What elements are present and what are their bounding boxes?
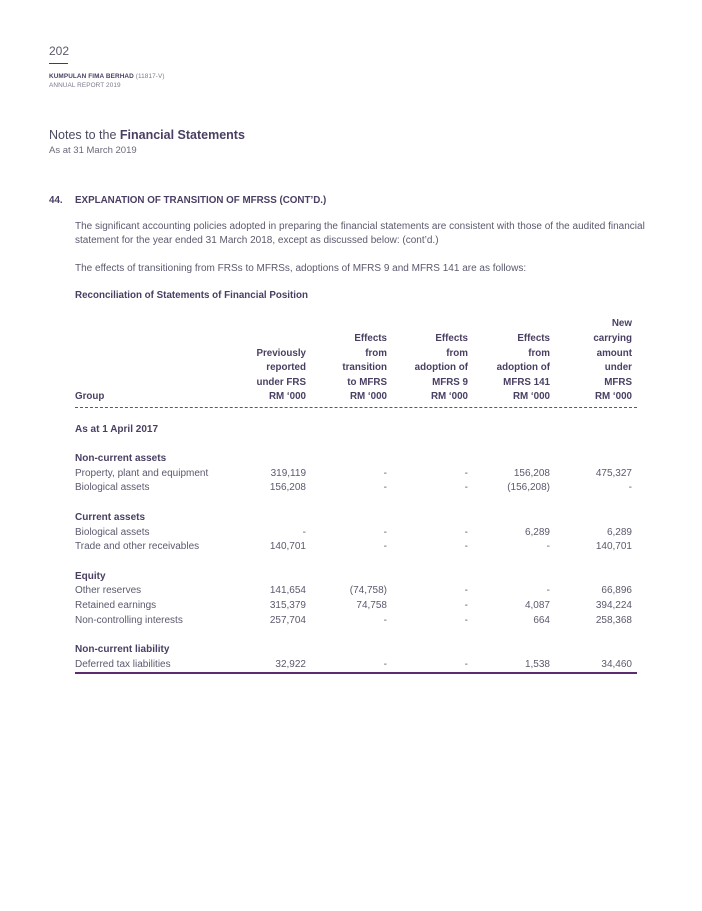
paragraph-policies: The significant accounting policies adopted in preparing the financial statements are consistent with those of the audited financial statement for the year ended 31 March 2018, except as discussed below: (cont’d.) (75, 221, 645, 246)
table-row (75, 614, 637, 629)
table-section-heading (75, 570, 637, 585)
cell-value: - (464, 482, 468, 494)
cell-value: - (464, 541, 468, 553)
page-number-rule (49, 63, 68, 64)
header-col-1 (256, 347, 306, 405)
paragraph-effects: The effects of transitioning from FRSs to MFRSs, adoptions of MFRS 9 and MFRS 141 are as follows: (75, 263, 527, 274)
table-section-heading (75, 511, 637, 526)
header-line: from (528, 347, 550, 359)
header-line: adoption of (496, 362, 550, 374)
row-label: Other reserves (75, 585, 142, 597)
company-reg: (11817-V) (135, 73, 165, 80)
header-line: MFRS 9 (432, 376, 468, 388)
page-number: 202 (49, 44, 70, 58)
notes-title-bold: Financial Statements (119, 128, 245, 142)
table-section-heading (75, 452, 637, 467)
row-label: As at 1 April 2017 (75, 423, 159, 435)
row-spacer (75, 628, 637, 643)
cell-value: - (464, 467, 468, 479)
header-line: to MFRS (347, 376, 387, 388)
row-label: Non-current assets (75, 453, 167, 465)
row-label: Biological assets (75, 482, 150, 494)
header-line: Effects (354, 333, 387, 345)
reconciliation-table (75, 318, 637, 674)
cell-value: 258,368 (595, 614, 632, 626)
table-row (75, 599, 637, 614)
row-spacer (75, 555, 637, 570)
header-line: transition (342, 362, 387, 374)
cell-value: - (383, 467, 387, 479)
cell-value: - (383, 541, 387, 553)
cell-value: 156,208 (269, 482, 306, 494)
header-line: New (611, 318, 632, 330)
table-row (75, 584, 637, 599)
cell-value: - (383, 526, 387, 538)
cell-value: 664 (533, 614, 550, 626)
cell-value: - (546, 585, 550, 597)
cell-value: - (383, 614, 387, 626)
table-section-heading (75, 643, 637, 658)
header-line: Effects (435, 333, 468, 345)
row-label: Biological assets (75, 526, 150, 538)
header-line: RM ‘000 (594, 391, 632, 403)
table-row (75, 526, 637, 541)
cell-value: - (464, 526, 468, 538)
cell-value: (74,758) (349, 585, 387, 597)
cell-value: - (464, 614, 468, 626)
cell-value: 32,922 (275, 658, 306, 670)
row-spacer (75, 496, 637, 511)
row-label: Deferred tax liabilities (75, 658, 171, 670)
header-line: Effects (517, 333, 550, 345)
cell-value: - (546, 541, 550, 553)
header-line: from (446, 347, 468, 359)
table-body (75, 408, 637, 672)
cell-value: - (464, 599, 468, 611)
header-line: MFRS 141 (503, 376, 550, 388)
cell-value: 315,379 (269, 599, 306, 611)
table-end-rule (75, 672, 637, 674)
table-row (75, 540, 637, 555)
row-label: Trade and other receivables (75, 541, 200, 553)
section-title: EXPLANATION OF TRANSITION OF MFRSS (CONT’D.) (75, 195, 327, 206)
table-row (75, 467, 637, 482)
cell-value: - (464, 585, 468, 597)
cell-value: 141,654 (269, 585, 306, 597)
table-row (75, 658, 637, 673)
header-line: Group (75, 391, 105, 403)
table-section-heading (75, 423, 637, 438)
cell-value: - (464, 658, 468, 670)
annual-report-label: ANNUAL REPORT 2019 (49, 82, 121, 89)
company-name: KUMPULAN FIMA BERHAD (49, 73, 134, 80)
cell-value: 6,289 (524, 526, 550, 538)
header-line: MFRS (604, 376, 632, 388)
header-col-4 (497, 332, 550, 405)
header-line: RM ‘000 (268, 391, 306, 403)
cell-value: 156,208 (513, 467, 550, 479)
row-spacer (75, 437, 637, 452)
cell-value: 140,701 (595, 541, 632, 553)
row-label: Retained earnings (75, 599, 157, 611)
header-col-3 (415, 332, 468, 405)
company-header (49, 72, 165, 90)
row-label: Non-current liability (75, 644, 170, 655)
cell-value: 257,704 (269, 614, 306, 626)
header-line: from (365, 347, 387, 359)
section-number: 44. (49, 195, 63, 206)
row-label: Non-controlling interests (75, 614, 183, 626)
cell-value: 475,327 (595, 467, 632, 479)
header-line: under (604, 362, 632, 374)
row-label: Property, plant and equipment (75, 467, 209, 479)
cell-value: 140,701 (269, 541, 306, 553)
cell-value: 4,087 (524, 599, 550, 611)
header-group (75, 390, 104, 405)
cell-value: 394,224 (595, 599, 632, 611)
cell-value: - (628, 482, 632, 494)
header-col-2 (342, 332, 387, 405)
reconciliation-heading: Reconciliation of Statements of Financial Position (75, 290, 308, 301)
header-line: RM ‘000 (349, 391, 387, 403)
header-line: adoption of (414, 362, 468, 374)
cell-value: - (383, 658, 387, 670)
cell-value: 74,758 (356, 599, 387, 611)
cell-value: - (383, 482, 387, 494)
section-heading (49, 195, 326, 206)
header-line: carrying (593, 333, 632, 345)
row-label: Equity (75, 570, 106, 582)
cell-value: - (302, 526, 306, 538)
cell-value: 6,289 (606, 526, 632, 538)
header-line: Previously (256, 347, 306, 359)
table-header (75, 318, 637, 408)
cell-value: 34,460 (601, 658, 632, 670)
row-label: Current assets (75, 511, 146, 523)
cell-value: 1,538 (524, 658, 550, 670)
header-line: under FRS (256, 376, 306, 388)
header-line: amount (596, 347, 632, 359)
cell-value: 319,119 (270, 467, 306, 479)
header-col-5 (593, 317, 632, 405)
as-at-date: As at 31 March 2019 (49, 145, 137, 156)
header-line: reported (266, 362, 306, 374)
cell-value: 66,896 (601, 585, 632, 597)
notes-title-prefix: Notes to the (49, 128, 120, 142)
header-line: RM ‘000 (512, 391, 550, 403)
row-spacer (75, 408, 637, 423)
cell-value: (156,208) (507, 482, 550, 494)
notes-title (49, 128, 245, 142)
header-line: RM ‘000 (430, 391, 468, 403)
table-row (75, 481, 637, 496)
